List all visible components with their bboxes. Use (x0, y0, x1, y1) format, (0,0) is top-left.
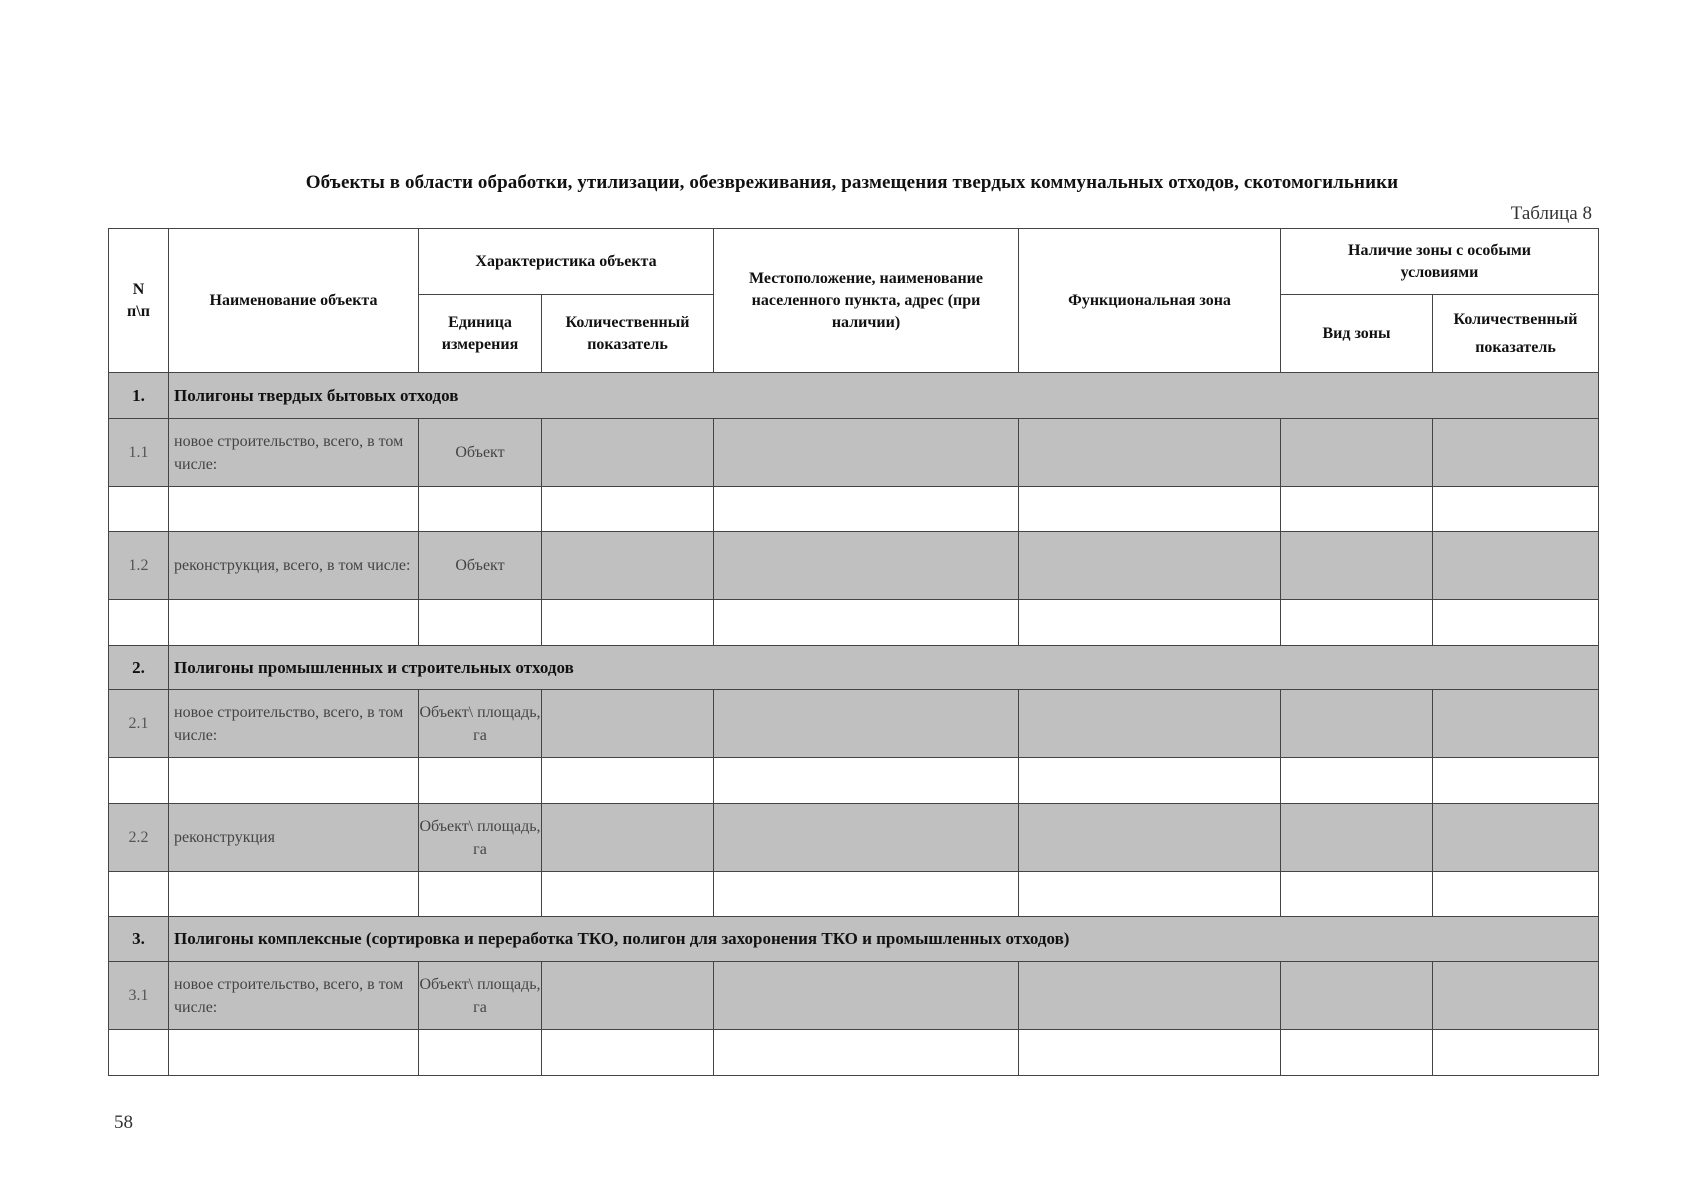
row-location-cell (714, 690, 1019, 758)
table-row (109, 419, 1599, 487)
blank-cell (419, 487, 542, 532)
blank-cell (109, 872, 169, 917)
blank-cell (169, 487, 419, 532)
row-zone-type-cell (1281, 804, 1433, 872)
blank-cell (714, 872, 1019, 917)
header-quantity: Количественный показатель (542, 295, 714, 373)
blank-cell (109, 758, 169, 804)
row-number: 2.2 (109, 804, 169, 872)
header-functional-zone: Функциональная зона (1019, 229, 1281, 373)
row-number: 3.1 (109, 962, 169, 1030)
header-special-zone: Наличие зоны с особыми условиями (1281, 229, 1599, 295)
row-zone-type-cell (1281, 690, 1433, 758)
row-zone-quantity-cell (1433, 962, 1599, 1030)
row-zone-cell (1019, 532, 1281, 600)
row-quantity-cell (542, 962, 714, 1030)
table-row-blank (109, 487, 1599, 532)
row-name: новое строительство, всего, в том числе: (169, 962, 419, 1030)
row-number: 2.1 (109, 690, 169, 758)
row-quantity-cell (542, 419, 714, 487)
row-zone-cell (1019, 690, 1281, 758)
document-title: Объекты в области обработки, утилизации, обезвреживания, размещения твердых коммунальных отходов, скотомогильники (305, 172, 1399, 193)
row-location-cell (714, 804, 1019, 872)
row-name: новое строительство, всего, в том числе: (169, 419, 419, 487)
blank-cell (419, 1030, 542, 1076)
blank-cell (169, 600, 419, 646)
table-row-blank (109, 1030, 1599, 1076)
blank-cell (1019, 600, 1281, 646)
row-unit: Объект\ площадь, га (419, 804, 542, 872)
blank-cell (1019, 487, 1281, 532)
row-quantity-cell (542, 804, 714, 872)
blank-cell (1019, 1030, 1281, 1076)
blank-cell (1433, 872, 1599, 917)
table-caption: Таблица 8 (1510, 203, 1592, 224)
blank-cell (714, 487, 1019, 532)
blank-cell (1433, 600, 1599, 646)
row-zone-quantity-cell (1433, 804, 1599, 872)
section-number: 2. (109, 646, 169, 690)
row-zone-quantity-cell (1433, 532, 1599, 600)
blank-cell (542, 600, 714, 646)
section-title: Полигоны твердых бытовых отходов (169, 373, 1599, 419)
row-zone-quantity-cell (1433, 690, 1599, 758)
blank-cell (1433, 487, 1599, 532)
header-zone-type: Вид зоны (1281, 295, 1433, 373)
row-location-cell (714, 962, 1019, 1030)
header-zone-quantity: Количественный показатель (1433, 295, 1599, 373)
section-number: 1. (109, 373, 169, 419)
table-row-blank (109, 872, 1599, 917)
blank-cell (109, 487, 169, 532)
row-zone-quantity-cell (1433, 419, 1599, 487)
header-name: Наименование объекта (169, 229, 419, 373)
table-row-blank (109, 758, 1599, 804)
row-name: реконструкция, всего, в том числе: (169, 532, 419, 600)
table-row (109, 532, 1599, 600)
row-number: 1.1 (109, 419, 169, 487)
blank-cell (1019, 872, 1281, 917)
header-num: N п\п (109, 229, 169, 373)
row-zone-cell (1019, 962, 1281, 1030)
row-zone-cell (1019, 804, 1281, 872)
section-row (109, 917, 1599, 962)
table-body (109, 373, 1599, 1076)
row-zone-type-cell (1281, 532, 1433, 600)
section-row (109, 646, 1599, 690)
row-unit: Объект\ площадь, га (419, 690, 542, 758)
table-row (109, 804, 1599, 872)
waste-objects-table (108, 228, 1599, 1076)
blank-cell (169, 758, 419, 804)
blank-cell (1281, 758, 1433, 804)
row-zone-type-cell (1281, 419, 1433, 487)
blank-cell (1281, 1030, 1433, 1076)
section-row (109, 373, 1599, 419)
blank-cell (109, 600, 169, 646)
row-location-cell (714, 532, 1019, 600)
blank-cell (714, 1030, 1019, 1076)
waste-objects-table-container (108, 228, 1598, 1076)
blank-cell (1019, 758, 1281, 804)
table-row (109, 690, 1599, 758)
header-location: Местоположение, наименование населенного пункта, адрес (при наличии) (714, 229, 1019, 373)
header-row-1 (109, 229, 1599, 295)
blank-cell (542, 872, 714, 917)
blank-cell (1281, 600, 1433, 646)
row-zone-type-cell (1281, 962, 1433, 1030)
blank-cell (109, 1030, 169, 1076)
row-name: новое строительство, всего, в том числе: (169, 690, 419, 758)
blank-cell (1281, 487, 1433, 532)
blank-cell (1433, 758, 1599, 804)
blank-cell (542, 1030, 714, 1076)
row-name: реконструкция (169, 804, 419, 872)
blank-cell (542, 758, 714, 804)
page-number: 58 (114, 1112, 133, 1133)
blank-cell (169, 1030, 419, 1076)
section-title: Полигоны комплексные (сортировка и переработка ТКО, полигон для захоронения ТКО и промышленных отходов) (169, 917, 1599, 962)
blank-cell (419, 758, 542, 804)
blank-cell (419, 600, 542, 646)
blank-cell (714, 600, 1019, 646)
blank-cell (542, 487, 714, 532)
section-title: Полигоны промышленных и строительных отходов (169, 646, 1599, 690)
blank-cell (1281, 872, 1433, 917)
blank-cell (1433, 1030, 1599, 1076)
row-unit: Объект (419, 532, 542, 600)
header-characteristics: Характеристика объекта (419, 229, 714, 295)
blank-cell (419, 872, 542, 917)
header-unit: Единица измерения (419, 295, 542, 373)
row-zone-cell (1019, 419, 1281, 487)
row-number: 1.2 (109, 532, 169, 600)
row-quantity-cell (542, 690, 714, 758)
table-header (109, 229, 1599, 373)
blank-cell (714, 758, 1019, 804)
blank-cell (169, 872, 419, 917)
table-row-blank (109, 600, 1599, 646)
section-number: 3. (109, 917, 169, 962)
row-quantity-cell (542, 532, 714, 600)
table-row (109, 962, 1599, 1030)
row-unit: Объект (419, 419, 542, 487)
row-location-cell (714, 419, 1019, 487)
row-unit: Объект\ площадь, га (419, 962, 542, 1030)
